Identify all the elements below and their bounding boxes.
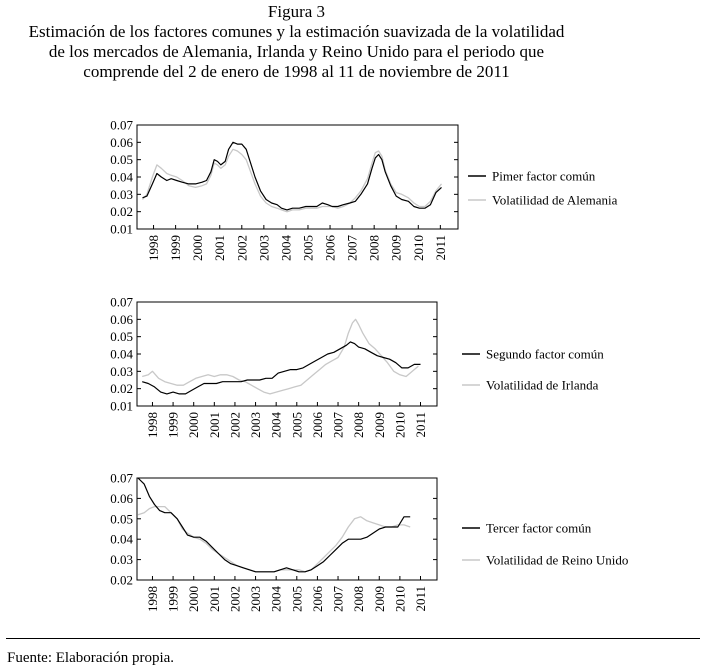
x-tick-label: 2008 xyxy=(366,235,382,261)
x-tick-label: 2005 xyxy=(289,412,305,438)
series-line-2 xyxy=(142,319,418,394)
x-tick-label: 2004 xyxy=(278,235,294,261)
x-tick-label: 1998 xyxy=(144,412,160,438)
x-tick-label: 2009 xyxy=(371,586,387,612)
y-tick-label: 0.04 xyxy=(110,531,133,547)
x-tick-label: 2006 xyxy=(309,412,325,438)
figure-label: Figura 3 xyxy=(267,2,326,21)
legend-label: Volatilidad de Alemania xyxy=(492,192,618,208)
y-tick-label: 0.03 xyxy=(110,363,133,379)
y-tick-label: 0.06 xyxy=(110,311,133,327)
y-tick-label: 0.04 xyxy=(110,169,133,185)
x-tick-label: 2009 xyxy=(371,412,387,438)
y-tick-label: 0.06 xyxy=(110,490,133,506)
x-tick-label: 2010 xyxy=(392,412,408,438)
series-line-2 xyxy=(138,507,410,572)
y-tick-label: 0.07 xyxy=(110,294,133,310)
x-tick-label: 2011 xyxy=(413,412,429,438)
x-tick-label: 2001 xyxy=(206,586,222,612)
x-tick-label: 2006 xyxy=(322,235,338,261)
series-line-1 xyxy=(143,142,442,210)
x-tick-label: 2004 xyxy=(268,412,284,438)
x-tick-label: 2004 xyxy=(268,586,284,612)
plot-frame xyxy=(137,125,458,229)
series-line-1 xyxy=(138,478,410,572)
plot-frame xyxy=(137,302,437,406)
x-tick-label: 2010 xyxy=(392,586,408,612)
x-tick-label: 2001 xyxy=(212,235,228,261)
x-tick-label: 2011 xyxy=(432,235,448,261)
chart-panel-3 xyxy=(110,471,628,613)
y-tick-label: 0.01 xyxy=(110,398,133,414)
x-tick-label: 2007 xyxy=(330,412,346,438)
x-tick-label: 1998 xyxy=(144,586,160,612)
x-tick-label: 2000 xyxy=(190,235,206,261)
legend-label: Pimer factor común xyxy=(492,168,596,184)
x-tick-label: 2000 xyxy=(186,586,202,612)
x-tick-label: 2000 xyxy=(186,412,202,438)
x-tick-label: 1999 xyxy=(168,235,184,261)
x-tick-label: 1998 xyxy=(146,235,162,261)
x-tick-label: 2003 xyxy=(256,235,272,261)
y-tick-label: 0.03 xyxy=(110,552,133,568)
y-tick-label: 0.05 xyxy=(110,329,133,345)
x-tick-label: 2010 xyxy=(410,235,426,261)
legend-label: Volatilidad de Irlanda xyxy=(486,377,599,393)
y-tick-label: 0.02 xyxy=(110,381,133,397)
y-tick-label: 0.04 xyxy=(110,346,133,362)
x-tick-label: 2003 xyxy=(248,586,264,612)
y-tick-label: 0.07 xyxy=(110,117,133,133)
x-tick-label: 2002 xyxy=(234,235,250,261)
x-tick-label: 1999 xyxy=(165,586,181,612)
chart-panel-2 xyxy=(110,295,604,439)
x-tick-label: 2007 xyxy=(330,586,346,612)
y-tick-label: 0.07 xyxy=(110,470,133,486)
x-tick-label: 2011 xyxy=(413,586,429,612)
x-tick-label: 2009 xyxy=(388,235,404,261)
y-tick-label: 0.02 xyxy=(110,572,133,588)
figure-title-line-2: de los mercados de Alemania, Irlanda y Reino Unido para el periodo que xyxy=(48,42,545,61)
series-line-1 xyxy=(142,342,420,394)
x-tick-label: 2008 xyxy=(351,586,367,612)
series-line-2 xyxy=(143,149,442,211)
chart-panel-1 xyxy=(110,118,617,262)
x-tick-label: 2002 xyxy=(227,586,243,612)
y-tick-label: 0.06 xyxy=(110,134,133,150)
figure-source: Fuente: Elaboración propia. xyxy=(7,650,175,666)
y-tick-label: 0.02 xyxy=(110,204,133,220)
y-tick-label: 0.05 xyxy=(110,511,133,527)
legend-label: Segundo factor común xyxy=(486,346,604,362)
x-tick-label: 2001 xyxy=(206,412,222,438)
x-tick-label: 2007 xyxy=(344,235,360,261)
y-tick-label: 0.03 xyxy=(110,186,133,202)
figure-title-line-3: comprende del 2 de enero de 1998 al 11 de noviembre de 2011 xyxy=(83,62,510,81)
figure-title-line-1: Estimación de los factores comunes y la estimación suavizada de la volatilidad xyxy=(28,22,565,41)
x-tick-label: 2003 xyxy=(248,412,264,438)
legend-label: Volatilidad de Reino Unido xyxy=(486,552,629,568)
x-tick-label: 2008 xyxy=(351,412,367,438)
x-tick-label: 2005 xyxy=(289,586,305,612)
legend-label: Tercer factor común xyxy=(486,520,592,536)
y-tick-label: 0.05 xyxy=(110,152,133,168)
x-tick-label: 2006 xyxy=(309,586,325,612)
x-tick-label: 1999 xyxy=(165,412,181,438)
x-tick-label: 2002 xyxy=(227,412,243,438)
footer-divider xyxy=(6,638,700,639)
y-tick-label: 0.01 xyxy=(110,221,133,237)
x-tick-label: 2005 xyxy=(300,235,316,261)
